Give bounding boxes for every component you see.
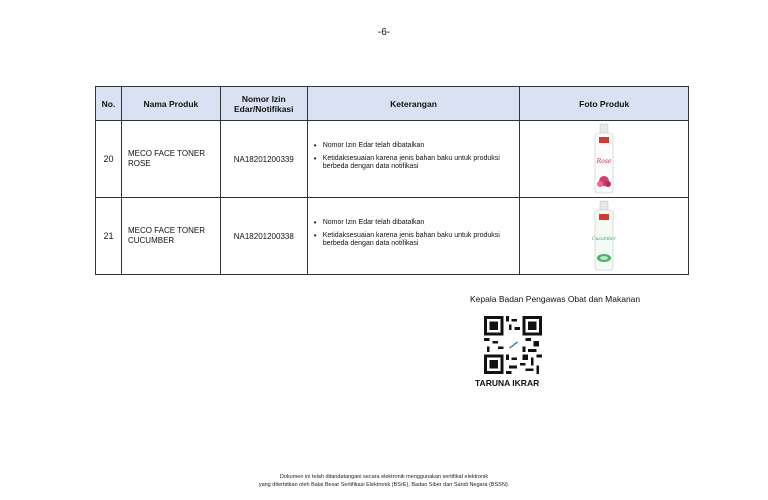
signer-name: TARUNA IKRAR: [475, 378, 540, 388]
product-photo-rose: [589, 123, 619, 195]
photo-label: Cucumber: [592, 237, 617, 242]
footer-note: [0, 473, 768, 489]
table-row: [96, 121, 689, 198]
product-photo-cell: [520, 121, 689, 198]
product-name-line2: ROSE: [127, 159, 151, 168]
header-permit-line1: Nomor Izin: [241, 93, 286, 104]
qr-code: [484, 316, 542, 374]
footer-line: Dokumen ini telah ditandatangani secara elektronik menggunakan sertifikat elektronik: [279, 474, 489, 480]
header-no: No.: [96, 87, 122, 121]
product-photo-cucumber: [589, 200, 619, 272]
remarks: [307, 121, 520, 198]
header-permit-number: [220, 87, 307, 121]
header-permit-line2: Edar/Notifikasi: [234, 103, 294, 114]
product-name-line2: CUCUMBER: [127, 236, 175, 245]
product-photo-cell: [520, 198, 689, 275]
table-header-row: [96, 87, 689, 121]
product-name: [121, 121, 220, 198]
remark-item: • Ketidaksesuaian karena jenis bahan baku untuk produksi berbeda dengan data notifikasi: [314, 232, 514, 249]
product-name: [121, 198, 220, 275]
row-number: 21: [96, 198, 122, 275]
remark-item: • Nomor Izin Edar telah dibatalkan: [314, 142, 514, 151]
page-number: -6-: [377, 27, 391, 38]
permit-number: NA18201200339: [220, 121, 307, 198]
header-remarks: Keterangan: [307, 87, 520, 121]
remark-item: • Ketidaksesuaian karena jenis bahan baku untuk produksi berbeda dengan data notifikasi: [314, 155, 514, 172]
footer-line: yang diterbitkan oleh Balai Besar Sertifikasi Elektronik (BSrE), Badan Siber dan Sandi Negara (BSSN).: [258, 482, 510, 488]
photo-label: Rose: [596, 158, 612, 165]
remark-item: • Nomor Izin Edar telah dibatalkan: [314, 219, 514, 228]
header-product-name: Nama Produk: [121, 87, 220, 121]
signer-title: Kepala Badan Pengawas Obat dan Makanan: [470, 294, 641, 304]
header-product-photo: Foto Produk: [520, 87, 689, 121]
product-name-line1: MECO FACE TONER: [127, 226, 206, 235]
product-table: [95, 86, 689, 275]
remarks: [307, 198, 520, 275]
row-number: 20: [96, 121, 122, 198]
permit-number: NA18201200338: [220, 198, 307, 275]
table-row: [96, 198, 689, 275]
product-name-line1: MECO FACE TONER: [127, 149, 206, 158]
